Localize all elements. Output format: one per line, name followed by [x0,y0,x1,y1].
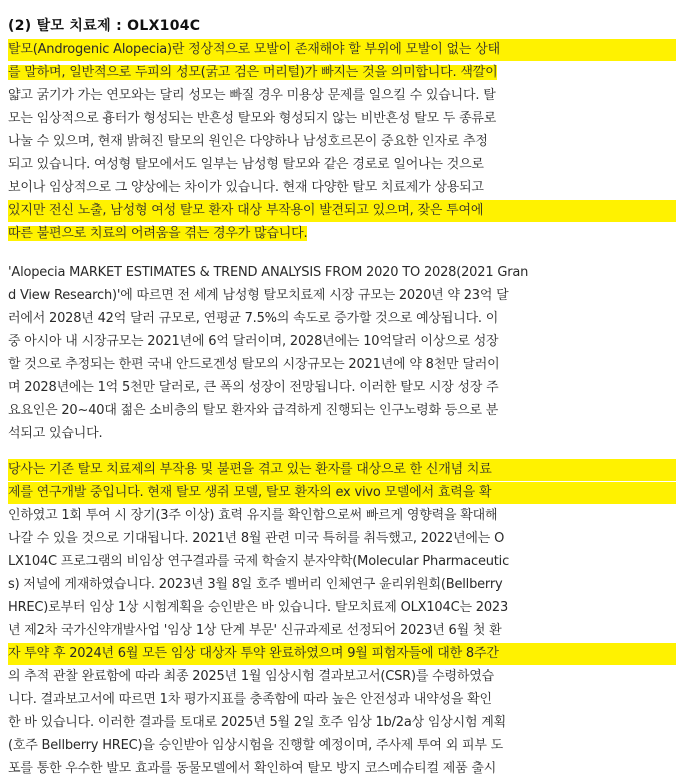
text-line: 며 2028년에는 1억 5천만 달러로, 큰 폭의 성장이 전망됩니다. 이러한 탈모 시장 성장 주 [8,380,499,395]
highlighted-text: 있지만 전신 노출, 남성형 여성 탈모 환자 대상 부작용이 발견되고 있으며, 잦은 투여에 [8,200,676,222]
text-line: 되고 있습니다. 여성형 탈모에서도 일부는 남성형 탈모와 같은 경로로 일어나는 것으로 [8,157,484,172]
text-line: 'Alopecia MARKET ESTIMATES & TREND ANALYSIS FROM 2020 TO 2028(2021 Gran [8,265,529,280]
text-line: 인하였고 1회 투여 시 장기(3주 이상) 효력 유지를 확인함으로써 빠르게 영향력을 확대해 [8,508,498,523]
text-line: d View Research)'에 따르면 전 세계 남성형 탈모치료제 시장 규모는 2020년 약 23억 달 [8,288,509,303]
text-line [8,643,676,665]
text-line: 나눌 수 있으며, 현재 밝혀진 탈모의 원인은 다양하나 남성호르몬이 중요한 인자로 추정 [8,134,488,149]
text-line: 나갈 수 있을 것으로 기대됩니다. 2021년 8월 관련 미국 특허를 취득했고, 2022년에는 O [8,531,505,546]
text-line: 할 것으로 추정되는 한편 국내 안드로겐성 탈모의 시장규모는 2021년에 약 8천만 달러이 [8,357,500,372]
text-line: HREC)로부터 임상 1상 시험계획을 승인받은 바 있습니다. 탈모치료제 OLX104C는 2023 [8,600,509,615]
text-line: 러에서 2028년 42억 달러 규모로, 연평균 7.5%의 속도로 증가할 것으로 예상됩니다. 이 [8,311,499,326]
text-line [8,223,676,245]
text-line [8,200,676,222]
text-line: 보이나 임상적으로 그 양상에는 차이가 있습니다. 현재 다양한 탈모 치료제가 상용되고 [8,180,484,195]
text-line: (호주 Bellberry HREC)을 승인받아 임상시험을 진행할 예정이며, 주사제 투여 외 피부 도 [8,738,503,753]
text-line: 한 바 있습니다. 이러한 결과를 토대로 2025년 5월 2일 호주 임상 1b/2a상 임상시험 계획 [8,715,507,730]
text-line: 포를 통한 우수한 발모 효과를 동물모델에서 확인하여 탈모 방지 코스메슈티컬 제품 출시 [8,761,497,776]
text-line: 얇고 굵기가 가는 연모와는 달리 성모는 빠질 경우 미용상 문제를 일으킬 수 있습니다. 탈 [8,88,496,103]
section-heading: (2) 탈모 치료제 : OLX104C [8,18,201,34]
highlighted-text: 당사는 기존 탈모 치료제의 부작용 및 불편을 겪고 있는 환자를 대상으로 한 신개념 치료 [8,459,676,481]
text-line [8,39,676,61]
highlighted-text: 를 말하며, 일반적으로 두피의 성모(굵고 검은 머리털)가 빠지는 것을 의미합니다. 색깔이 [8,65,498,80]
text-line: s) 저널에 게재하였습니다. 2023년 3월 8일 호주 벨버리 인체연구 윤리위원회(Bellberry [8,577,503,592]
text-line: 의 추적 관찰 완료함에 따라 최종 2025년 1월 임상시험 결과보고서(CSR)를 수령하였습 [8,669,494,684]
highlighted-text: 탈모(Androgenic Alopecia)란 정상적으로 모발이 존재해야 할 부위에 모발이 없는 상태 [8,39,676,61]
highlighted-text: 제를 연구개발 중입니다. 현재 탈모 생쥐 모델, 탈모 환자의 ex vivo 모델에서 효력을 확 [8,482,676,504]
text-line: 중 아시아 내 시장규모는 2021년에 6억 달러이며, 2028년에는 10억달러 이상으로 성장 [8,334,499,349]
text-line [8,482,676,504]
text-line [8,459,676,481]
text-line [8,62,676,84]
text-line: 니다. 결과보고서에 따르면 1차 평가지표를 충족함에 따라 높은 안전성과 내약성을 확인 [8,692,492,707]
highlighted-text: 자 투약 후 2024년 6월 모든 임상 대상자 투약 완료하였으며 9월 피험자들에 대한 8주간 [8,643,676,665]
highlighted-text: 따른 불편으로 치료의 어려움을 겪는 경우가 많습니다. [8,226,308,241]
text-line: 석되고 있습니다. [8,426,103,441]
text-line: 모는 임상적으로 흉터가 형성되는 반흔성 탈모와 형성되지 않는 비반흔성 탈모 두 종류로 [8,111,497,126]
text-line: LX104C 프로그램의 비임상 연구결과를 국제 학술지 분자약학(Molecular Pharmaceutic [8,554,510,569]
text-line: 년 제2차 국가신약개발사업 '임상 1상 단계 부문' 신규과제로 선정되어 2023년 6월 첫 환 [8,623,502,638]
text-line: 요요인은 20~40대 젊은 소비층의 탈모 환자와 급격하게 진행되는 인구노령화 등으로 분 [8,403,499,418]
